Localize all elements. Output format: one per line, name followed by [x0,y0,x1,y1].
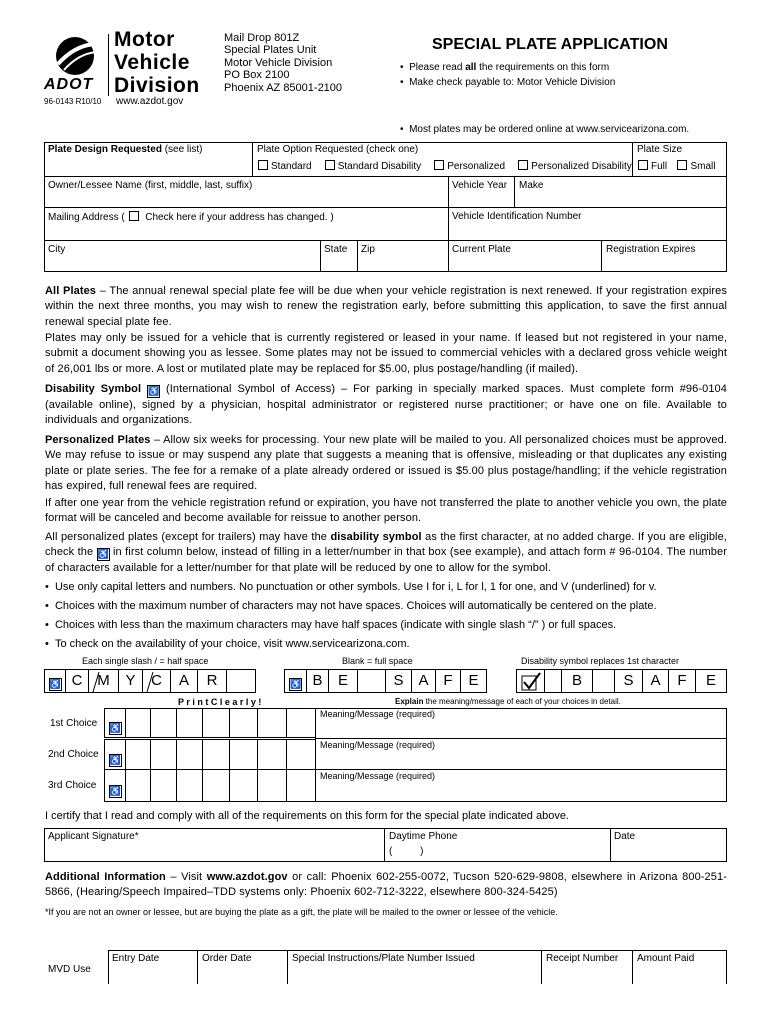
example3-symbol-cell [516,669,545,693]
bullet-text: To check on the availability of your choice, visit www.servicearizona.com. [54,638,410,650]
bullet-text: Choices with the maximum number of characters may not have spaces. Choices will automatically be centered on the plate. [54,600,657,612]
bullet-text: Choices with less than the maximum characters may have half spaces (indicate with single slash “/” ) or full spaces. [54,619,617,631]
example2-cell: A [411,669,436,693]
accessibility-icon: ♿ [290,679,302,689]
accessibility-icon: ♿ [97,549,109,560]
daytime-phone-label: Daytime Phone [389,831,458,842]
mvd-order-date: Order Date [202,953,252,964]
plate-design-label: Plate Design Requested [48,144,162,155]
col-divider [287,950,288,984]
choice3-char-cell[interactable] [202,769,230,802]
division-line-1: Motor [114,28,175,51]
accessibility-icon: ♿ [49,679,61,689]
choice3-char-cell[interactable] [257,769,287,802]
address-line: Special Plates Unit [224,44,317,57]
choice1-symbol-cell[interactable] [104,708,126,738]
example3-cell [592,669,615,693]
vehicle-year-field[interactable]: Vehicle Year [452,180,508,191]
col-divider [541,950,542,984]
example2-cell: E [328,669,358,693]
choice-label-1: 1st Choice [50,718,98,729]
header-bullet-3: • Most plates may be ordered online at www.servicearizona.com. [400,124,690,135]
checkbox-personalized-disability[interactable] [518,160,528,170]
plate-size-label: Plate Size [637,144,683,155]
applicant-signature-field[interactable]: Applicant Signature* [48,831,139,842]
checkbox-small[interactable] [677,160,687,170]
plates-issued-paragraph: Plates may only be issued for a vehicle that is currently registered or leased in your name. If leased but not registered in your name, submit a document showing you as lessee. Some plates may not be issued to commercial vehicles with a declared gross vehicle weight of 26,001 lbs or more. A lost or mutilated plate may be replaced for $5.00, plus postage/handling (if mailed). [45,332,727,375]
col-divider [252,142,253,176]
current-plate-field[interactable]: Current Plate [452,244,511,255]
example1-cell: A [170,669,198,693]
example3-cell: F [668,669,696,693]
paragraph-text: – Allow six weeks for processing. Your new plate will be mailed to you. All personalized choices must be approved. We may refuse to issue or may suspend any plate that suggests a meaning that is offensive, misleading or that duplicates any existing plate or plate series. The fee for a remake of a plate already ordered or issued is $5.00 plus postage/handling; if the vehicle registration has expired, full renewal fees are required. [45,434,727,492]
rule-bullet-4: • To check on the availability of your choice, visit www.servicearizona.com. [45,638,410,650]
choice2-char-cell[interactable] [202,739,230,770]
row-divider [44,176,727,177]
paragraph-title: All Plates [45,285,97,297]
example1-symbol-cell [44,669,66,693]
make-field[interactable]: Make [519,180,544,191]
col-divider [610,828,611,862]
paragraph-text: – Visit [165,871,207,883]
example2-cell: S [385,669,412,693]
address-line: Mail Drop 801Z [224,32,300,44]
all-plates-paragraph [45,284,727,330]
choice2-symbol-cell[interactable] [104,739,126,770]
paragraph-title: Personalized Plates [45,434,151,446]
paragraph-title: Additional Information [45,871,166,883]
option-label: Personalized [447,161,506,172]
choice1-char-cell[interactable] [286,708,316,738]
accessibility-icon: ♿ [109,755,121,765]
example3-cell: B [561,669,593,693]
personalized-paragraph [45,433,727,494]
header-bullet-2: • Make check payable to: Motor Vehicle Division [400,77,616,88]
choice2-char-cell[interactable] [176,739,203,770]
owner-name-field[interactable]: Owner/Lessee Name (first, middle, last, suffix) [48,180,253,191]
example2-cell: E [460,669,487,693]
meaning-label: Meaning/Message (required) [320,709,436,719]
bullet-text: Most plates may be ordered online at www.servicearizona.com. [409,124,690,135]
all-personalized-paragraph [45,530,727,577]
example2-symbol-cell [284,669,307,693]
address-line: PO Box 2100 [224,69,290,82]
mvd-amount-paid: Amount Paid [637,953,695,964]
website[interactable]: www.azdot.gov [116,96,184,107]
choice1-char-cell[interactable] [150,708,177,738]
explain-bold: Explain [395,697,424,706]
choice3-char-cell[interactable] [176,769,203,802]
col-divider [197,950,198,984]
mailing-address-field[interactable] [48,211,334,223]
row-divider [44,207,727,208]
address-line: Motor Vehicle Division [224,56,333,69]
example-caption-1: Each single slash / = half space [82,656,209,666]
mvd-entry-date: Entry Date [112,953,160,964]
check-icon [520,672,542,692]
state-field[interactable]: State [324,244,348,255]
example2-cell [357,669,386,693]
choice2-char-cell[interactable] [286,739,316,770]
plate-design-sub: (see list) [161,144,203,155]
paragraph-text: as the first character, at no added charge. If you are eligible, check the [45,531,727,559]
registration-expires-field[interactable]: Registration Expires [606,244,696,255]
col-divider [632,142,633,176]
example1-cell [226,669,256,693]
size-label: Full [651,161,668,172]
choice1-char-cell[interactable] [202,708,230,738]
choice-label-3: 3rd Choice [48,780,97,791]
row-divider [44,240,727,241]
choice3-symbol-cell[interactable] [104,769,126,802]
address-line: Phoenix AZ 85001-2100 [224,81,343,94]
col-divider [357,240,358,272]
explain-text: the meaning/message of each of your choices in detail. [423,697,621,706]
certification-text: I certify that I read and comply with all of the requirements on this form for the special plate indicated above. [45,810,569,822]
paragraph-text: in first column below, instead of filling in a letter/number in that box (see example), and attach form # 96-0104. The number of characters available for a letter/number for that plate will be reduced by one to allow for the symbol. [45,546,727,575]
example-caption-2: Blank = full space [342,656,413,666]
bullet-text: Please read [409,62,466,73]
example2-cell: F [435,669,461,693]
paragraph-text: All personalized plates (except for trailers) may have the [45,531,331,543]
vin-field[interactable]: Vehicle Identification Number [452,211,582,222]
rule-bullet-2: • Choices with the maximum number of characters may not have spaces. Choices will automatically be centered on the plate. [45,600,657,612]
paragraph-text: or call: Phoenix 602-255-0072, Tucson 520-629-9808, elsewhere in Arizona 800-251-5866, (Hearing/Speech Impaired–TDD systems only: Phoenix 602-712-3222, elsewhere 800-324-5425) [45,871,727,899]
plate-option-label: Plate Option Requested (check one) [257,144,419,155]
choice3-char-cell[interactable] [125,769,151,802]
division-line-2: Vehicle [114,51,190,74]
choice1-char-cell[interactable] [176,708,203,738]
choice3-char-cell[interactable] [229,769,258,802]
half-space-slash [91,670,101,694]
additional-info-paragraph [45,870,727,901]
meaning-label: Meaning/Message (required) [320,740,436,750]
example1-cell: R [197,669,227,693]
choice3-char-cell[interactable] [150,769,177,802]
choice2-char-cell[interactable] [150,739,177,770]
accessibility-icon: ♿ [109,723,121,733]
size-label: Small [690,161,716,172]
choice1-char-cell[interactable] [125,708,151,738]
mailing-label: Mailing Address ( [48,212,128,223]
col-divider [320,240,321,272]
header-bullet-1: • Please read all the requirements on this form [400,62,610,73]
mailing-label: Check here if your address has changed. ) [142,212,334,223]
print-clearly-label: P r i n t C l e a r l y ! [178,697,262,707]
option-label: Standard Disability [337,161,422,172]
azdot-link[interactable]: www.azdot.gov [206,871,288,883]
option-label: Personalized Disability [531,161,632,172]
plate-option-row [256,160,632,172]
choice-label-2: 2nd Choice [48,749,99,760]
choice2-char-cell[interactable] [257,739,287,770]
choice3-char-cell[interactable] [286,769,316,802]
mvd-receipt-number: Receipt Number [546,953,619,964]
example1-cell: M [88,669,119,693]
date-field[interactable]: Date [614,831,636,842]
col-divider [448,176,449,272]
zip-field[interactable]: Zip [361,244,375,255]
bullet-text-bold: all [465,62,477,73]
division-name [114,28,200,97]
division-line-3: Division [114,74,200,97]
half-space-slash [145,670,155,694]
col-divider [632,950,633,984]
checkbox-standard-disability[interactable] [325,160,335,170]
plate-size-row [636,160,715,172]
checkbox-standard[interactable] [258,160,268,170]
gift-footnote: *If you are not an owner or lessee, but are buying the plate as a gift, the plate will be mailed to the owner or lessee of the vehicle. [45,907,558,917]
bullet-text: the requirements on this form [476,62,610,73]
checkbox-address-changed[interactable] [129,211,139,221]
col-divider [514,176,515,207]
col-divider [601,240,602,272]
city-field[interactable]: City [48,244,66,255]
adot-logo-text: ADOT [44,76,94,93]
example1-cell: C [65,669,89,693]
choice1-char-cell[interactable] [229,708,258,738]
example3-cell: E [695,669,727,693]
bullet-text: Use only capital letters and numbers. No punctuation or other symbols. Use I for i, L for l, 1 for one, and V (underlined) for v. [54,581,657,593]
example3-cell [544,669,562,693]
accessibility-icon: ♿ [109,786,121,796]
bullet-text: Make check payable to: Motor Vehicle Division [409,77,616,88]
explain-label [395,697,621,706]
daytime-phone-field[interactable]: ( ) [389,846,424,857]
disability-paragraph [45,382,727,429]
example3-cell: S [614,669,643,693]
option-label: Standard [271,161,312,172]
mailing-address-block [224,32,342,94]
checkbox-full[interactable] [638,160,648,170]
paragraph-text-bold: disability symbol [330,531,422,543]
checkbox-personalized[interactable] [434,160,444,170]
example1-cell: C [142,669,171,693]
paragraph-text: (International Symbol of Access) – For parking in specially marked spaces. Must complete form #96-0104 (available online), signed by a physician, hospital administrator or registered nurse practitioner; or have one on file. Available to individuals and organizations. [45,383,727,427]
example1-cell: Y [118,669,143,693]
mvd-use-label: MVD Use [48,964,91,975]
choice2-char-cell[interactable] [229,739,258,770]
example-caption-3: Disability symbol replaces 1st character [521,656,680,666]
one-year-paragraph: If after one year from the vehicle registration refund or expiration, you have not transferred the plate to another vehicle you own, the plate format will be canceled and become available for reissue to another person. [45,497,727,525]
plate-design-field[interactable] [48,144,202,155]
col-divider [384,828,385,862]
example2-cell: B [306,669,329,693]
rule-bullet-3: • Choices with less than the maximum characters may have half spaces (indicate with single slash “/” ) or full spaces. [45,619,617,631]
paragraph-title: Disability Symbol [45,383,142,395]
logo-divider [108,34,109,96]
mvd-special-instructions: Special Instructions/Plate Number Issued [292,953,475,964]
form-number: 96-0143 R10/10 [44,97,102,106]
accessibility-icon: ♿ [148,386,160,396]
paragraph-text: – The annual renewal special plate fee will be due when your vehicle registration is next renewed. If your registration expires within the next three months, you may wish to renew the registration early, before submitting this application, to save the first annual renewal special plate fee. [45,285,727,328]
rule-bullet-1: • Use only capital letters and numbers. No punctuation or other symbols. Use I for i, L for l, 1 for one, and V (underlined) for v. [45,581,657,593]
choice1-char-cell[interactable] [257,708,287,738]
choice2-char-cell[interactable] [125,739,151,770]
example3-cell: A [642,669,669,693]
page-title: SPECIAL PLATE APPLICATION [432,36,668,53]
meaning-label: Meaning/Message (required) [320,771,436,781]
